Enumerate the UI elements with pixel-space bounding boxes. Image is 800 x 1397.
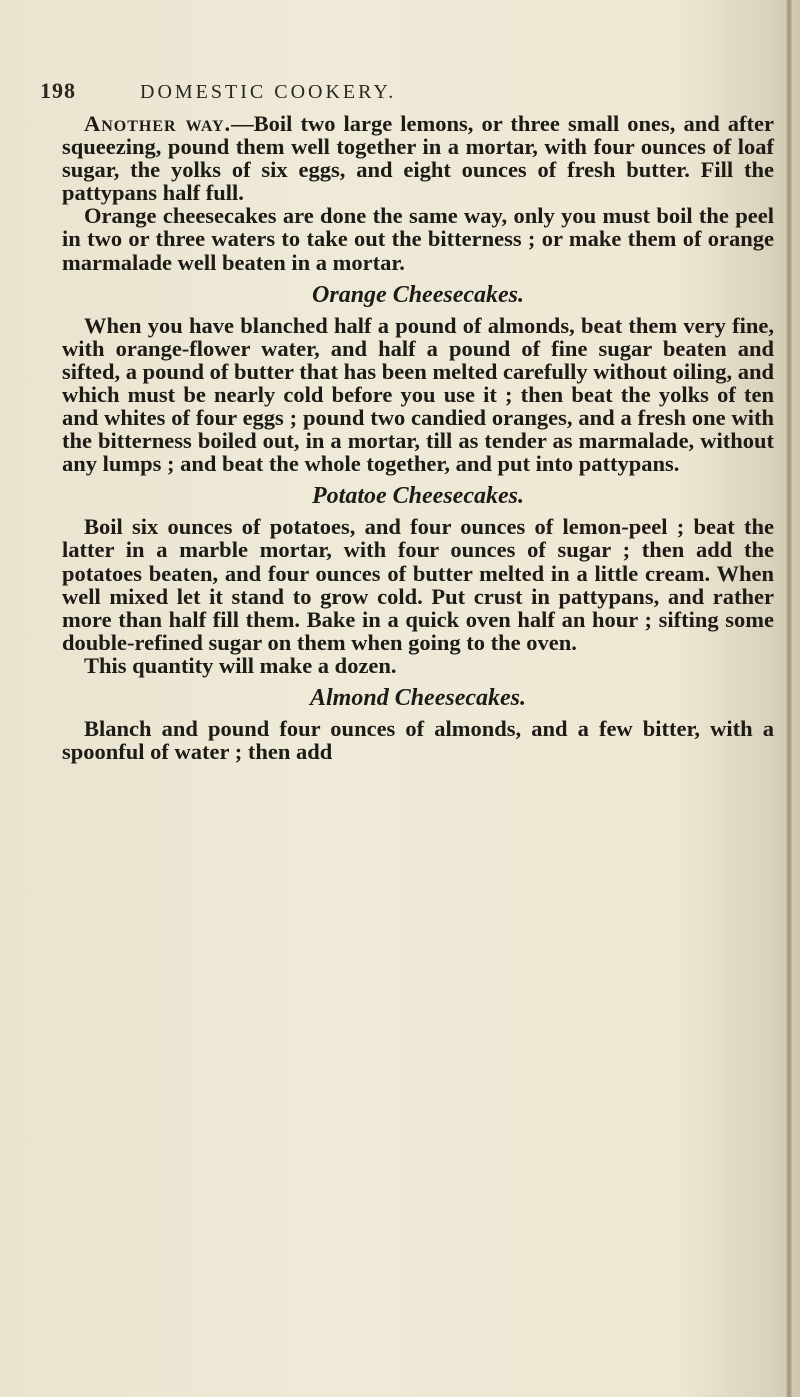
paragraph-text: When you have blanched half a pound of almonds, beat them very fine, with orange-flower water, and half a pound of fine sugar beaten and sifted, a pound of butter that has been melted carefully without oiling, and which must be nearly cold before you use it ; then beat the yolks of ten and whites of four eggs ; pound two candied oranges, and a fresh one with the bitterness boiled out, in a mortar, till as tender as marmalade, without any lumps ; and beat the whole together, and put into pattypans. [62,312,774,477]
paragraph-text: Boil six ounces of potatoes, and four ounces of lemon-peel ; beat the latter in a marble mortar, with four ounces of sugar ; then add the potatoes beaten, and four ounces of butter melted in a little cream. When well mixed let it stand to grow cold. Put crust in pattypans, and rather more than half fill them. Bake in a quick oven half an hour ; sifting some double-refined sugar on them when going to the oven. [62,514,774,655]
paragraph-text: This quantity will make a dozen. [84,652,397,678]
page-content [40,78,774,765]
paragraph [62,654,774,677]
recipe-heading: Orange Cheesecakes. [312,281,524,308]
paragraph [62,112,774,204]
section-potatoe-cheesecakes [62,482,774,677]
paragraph [62,717,774,763]
recipe-heading: Potatoe Cheesecakes. [312,483,524,510]
section-almond-cheesecakes [62,684,774,763]
paragraph-text: Blanch and pound four ounces of almonds, and a few bitter, with a spoonful of water ; then add [62,715,774,765]
running-title: DOMESTIC COOKERY. [140,81,397,103]
page-number: 198 [40,78,76,103]
paragraph-text: —Boil two large lemons, or three small ones, and after squeezing, pound them well together in a mortar, with four ounces of loaf sugar, the yolks of six eggs, and eight ounces of fresh butter. Fill the pattypans half full. [62,111,774,206]
paragraph [62,515,774,654]
recipe-heading: Almond Cheesecakes. [310,684,526,711]
paragraph [62,204,774,273]
paragraph-lead: Another way. [84,111,232,136]
section-orange-cheesecakes [62,281,774,476]
section-another-way [62,112,774,274]
running-header [40,78,774,112]
page-gutter-shadow [786,0,792,1397]
paragraph-text: Orange cheesecakes are done the same way, only you must boil the peel in two or three waters to take out the bitterness ; or make them of orange marmalade well beaten in a mortar. [62,203,774,275]
paragraph [62,314,774,476]
